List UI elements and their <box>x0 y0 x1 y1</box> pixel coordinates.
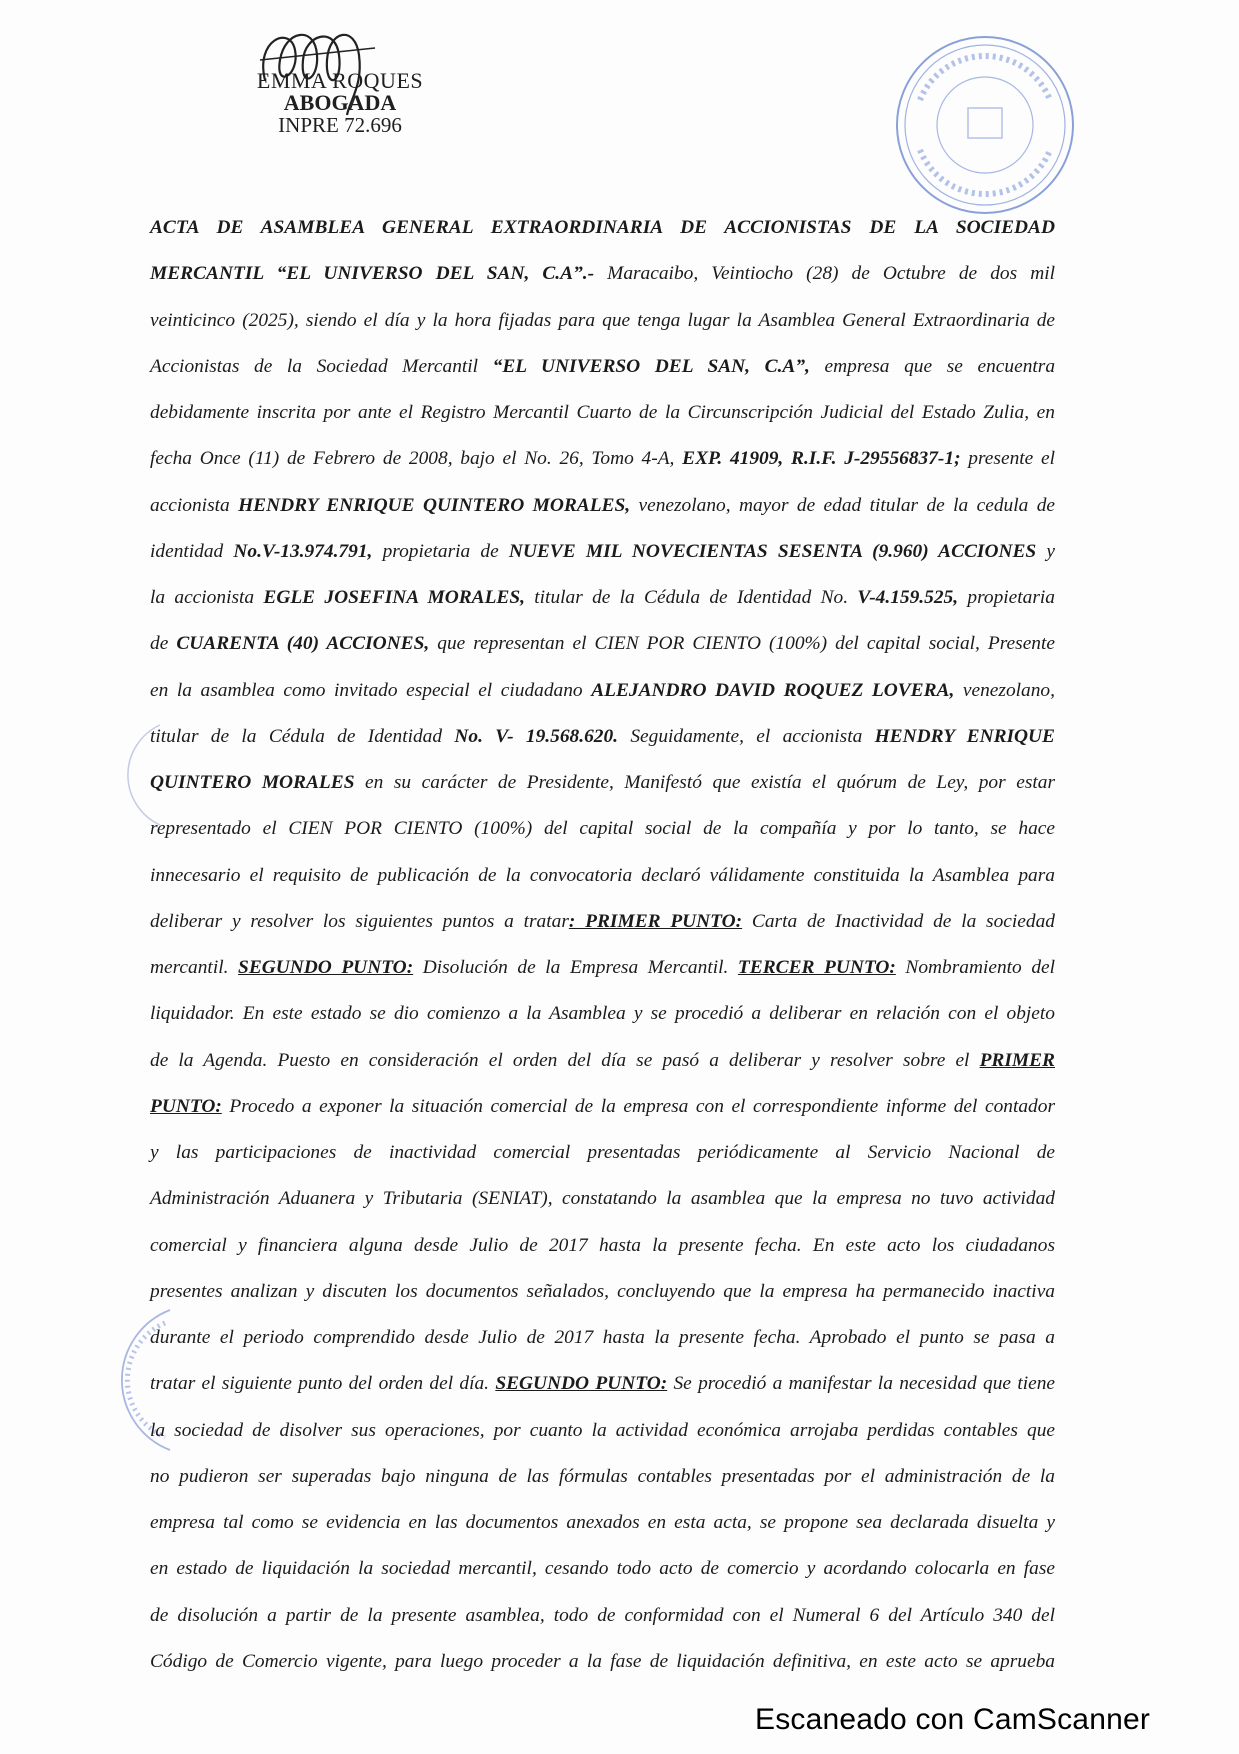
acta-text-segment: la accionista <box>150 587 264 608</box>
acta-text-segment: y las participaciones de inactividad comercial presentadas periódicamente al Servicio Nacional de <box>150 1142 1055 1163</box>
acta-text-segment: liquidador. En este estado se dio comienzo a la Asamblea y se procedió a deliberar en relación con el objeto <box>150 1003 1055 1025</box>
registry-seal-icon <box>890 30 1080 220</box>
acta-text-segment: presente el <box>960 448 1055 470</box>
acta-text-segment: MERCANTIL “EL UNIVERSO DEL SAN, C.A”.- <box>150 263 595 285</box>
acta-text-segment: “EL UNIVERSO DEL SAN, C.A”, <box>492 355 810 377</box>
acta-text-segment: que representan el CIEN POR CIENTO (100%) del capital social, Presente <box>429 633 1056 655</box>
acta-text-segment: identidad <box>150 540 234 562</box>
acta-text-segment: deliberar y resolver los siguientes puntos a tratar <box>150 910 569 932</box>
acta-line <box>150 205 1055 251</box>
acta-text-segment: SEGUNDO PUNTO: <box>238 957 414 978</box>
acta-text-segment: de disolución a partir de la presente asamblea, todo de conformidad con el Numeral 6 del Artículo 340 del <box>150 1604 1055 1626</box>
acta-text-segment: propietaria de <box>372 540 509 562</box>
acta-line <box>150 1361 1055 1407</box>
stamp-inpre: INPRE 72.696 <box>278 112 402 137</box>
acta-line <box>150 945 1055 991</box>
acta-text-segment: tratar el siguiente punto del orden del día. <box>150 1373 496 1395</box>
acta-line <box>150 1176 1055 1222</box>
acta-text-segment: innecesario el requisito de publicación de la convocatoria declaró válidamente constituida la Asamblea para <box>150 864 1055 886</box>
acta-text-segment: : PRIMER PUNTO: <box>568 910 743 932</box>
acta-text-segment: QUINTERO MORALES <box>150 772 355 793</box>
acta-line <box>150 575 1055 621</box>
acta-text-segment: debidamente inscrita por ante el Registro Mercantil Cuarto de la Circunscripción Judicial del Estado Zulia, en <box>150 402 1055 423</box>
acta-text-segment: accionista <box>150 494 239 516</box>
acta-text-segment: Seguidamente, el accionista <box>618 725 875 747</box>
acta-line <box>150 1546 1055 1592</box>
acta-text-segment: de <box>150 633 177 655</box>
acta-text-segment: No. V- 19.568.620. <box>454 725 619 747</box>
acta-text-segment: veinticinco (2025), siendo el día y la hora fijadas para que tenga lugar la Asamblea General Extraordinaria de <box>150 309 1055 331</box>
acta-line <box>150 483 1055 529</box>
acta-text-segment: Se procedió a manifestar la necesidad que tiene <box>667 1373 1056 1395</box>
acta-line <box>150 344 1055 390</box>
acta-line <box>150 853 1055 899</box>
camscanner-watermark: Escaneado con CamScanner <box>755 1703 1151 1736</box>
acta-line <box>150 529 1055 575</box>
stamp-title: ABOGADA <box>283 90 397 116</box>
acta-text-segment: Disolución de la Empresa Mercantil. <box>413 957 738 978</box>
acta-text-segment: no pudieron ser superadas bajo ninguna de las fórmulas contables presentadas por el administración de la <box>150 1465 1055 1487</box>
acta-text-segment: en estado de liquidación la sociedad mercantil, cesando todo acto de comercio y acordando colocarla en fase <box>150 1558 1055 1580</box>
acta-line <box>150 806 1055 852</box>
acta-text-segment: EXP. 41909, R.I.F. J-29556837-1; <box>682 448 961 470</box>
acta-text-segment: presentes analizan y discuten los documentos señalados, concluyendo que la empresa ha permanecido inactiva <box>150 1280 1055 1302</box>
acta-text-segment: fecha Once (11) de Febrero de 2008, bajo el No. 26, Tomo 4-A, <box>150 448 683 470</box>
acta-text-segment: venezolano, mayor de edad titular de la cedula de <box>630 494 1055 516</box>
acta-text-segment: Carta de Inactividad de la sociedad <box>742 910 1055 932</box>
acta-text-segment: durante el periodo comprendido desde Julio de 2017 hasta la presente fecha. Aprobado el punto se pasa a <box>150 1327 1055 1348</box>
acta-text-segment: ALEJANDRO DAVID ROQUEZ LOVERA, <box>591 679 955 701</box>
acta-line <box>150 1038 1055 1084</box>
acta-text-segment: empresa que se encuentra <box>809 355 1056 377</box>
acta-text-segment: Nombramiento del <box>895 957 1056 978</box>
acta-body <box>150 205 1055 1685</box>
acta-text-segment: CUARENTA (40) ACCIONES, <box>176 633 430 655</box>
acta-text-segment: ACTA DE ASAMBLEA GENERAL EXTRAORDINARIA DE ACCIONISTAS DE LA SOCIEDAD <box>150 217 1055 238</box>
acta-text-segment: PUNTO: <box>150 1095 222 1117</box>
acta-text-segment: TERCER PUNTO: <box>737 957 896 978</box>
acta-text-segment: Accionistas de la Sociedad Mercantil <box>150 355 493 377</box>
acta-text-segment: SEGUNDO PUNTO: <box>495 1373 668 1395</box>
acta-line <box>150 251 1055 297</box>
acta-text-segment: titular de la Cédula de Identidad No. <box>524 587 858 608</box>
acta-text-segment: en la asamblea como invitado especial el ciudadano <box>150 679 592 701</box>
acta-text-segment: EGLE JOSEFINA MORALES, <box>263 587 525 608</box>
acta-line <box>150 390 1055 436</box>
acta-text-segment: mercantil. <box>150 957 239 978</box>
acta-line <box>150 899 1055 945</box>
acta-text-segment: empresa tal como se evidencia en las documentos anexados en esta acta, se propone sea declarada disuelta y <box>150 1512 1055 1533</box>
acta-text-segment: titular de la Cédula de Identidad <box>150 725 455 747</box>
acta-text-segment: No.V-13.974.791, <box>233 540 373 562</box>
acta-line <box>150 1639 1055 1685</box>
acta-text-segment: Procedo a exponer la situación comercial de la empresa con el correspondiente informe del contador <box>221 1095 1055 1117</box>
acta-text-segment: en su carácter de Presidente, Manifestó que existía el quórum de Ley, por estar <box>354 772 1055 793</box>
acta-text-segment: Administración Aduanera y Tributaria (SENIAT), constatando la asamblea que la empresa no tuvo actividad <box>150 1188 1055 1210</box>
acta-line <box>150 1130 1055 1176</box>
acta-text-segment: V-4.159.525, <box>857 587 959 608</box>
acta-line <box>150 668 1055 714</box>
acta-line <box>150 1315 1055 1361</box>
acta-text-segment: HENDRY ENRIQUE <box>874 725 1055 747</box>
acta-line <box>150 1084 1055 1130</box>
acta-line <box>150 760 1055 806</box>
acta-line <box>150 1454 1055 1500</box>
acta-text-segment: la sociedad de disolver sus operaciones, por cuanto la actividad económica arrojaba perdidas contables que <box>150 1419 1055 1441</box>
acta-text-segment: venezolano, <box>954 679 1055 701</box>
stamp-name: EMMA ROQUES <box>256 68 424 93</box>
acta-text-segment: y <box>1036 540 1055 562</box>
acta-text-segment: HENDRY ENRIQUE QUINTERO MORALES, <box>238 494 631 516</box>
acta-text-segment: comercial y financiera alguna desde Julio de 2017 hasta la presente fecha. En este acto los ciudadanos <box>150 1234 1055 1256</box>
acta-line <box>150 621 1055 667</box>
acta-line <box>150 298 1055 344</box>
acta-line <box>150 1500 1055 1546</box>
acta-text-segment: Maracaibo, Veintiocho (28) de Octubre de dos mil <box>594 263 1055 285</box>
acta-text-segment: NUEVE MIL NOVECIENTAS SESENTA (9.960) ACCIONES <box>508 540 1037 562</box>
acta-text-segment: de la Agenda. Puesto en consideración el orden del día se pasó a deliberar y resolver sobre el <box>150 1049 980 1071</box>
acta-text-segment: representado el CIEN POR CIENTO (100%) del capital social de la compañía y por lo tanto, se hace <box>150 818 1055 840</box>
acta-text-segment: Código de Comercio vigente, para luego proceder a la fase de liquidación definitiva, en este acto se aprueba <box>150 1650 1055 1672</box>
acta-line <box>150 1269 1055 1315</box>
acta-line <box>150 1223 1055 1269</box>
acta-line <box>150 1408 1055 1454</box>
acta-text-segment: PRIMER <box>979 1049 1055 1071</box>
lawyer-stamp <box>240 70 440 136</box>
acta-text-segment: propietaria <box>958 587 1055 608</box>
acta-line <box>150 436 1055 482</box>
acta-line <box>150 1593 1055 1639</box>
acta-line <box>150 991 1055 1037</box>
acta-line <box>150 714 1055 760</box>
